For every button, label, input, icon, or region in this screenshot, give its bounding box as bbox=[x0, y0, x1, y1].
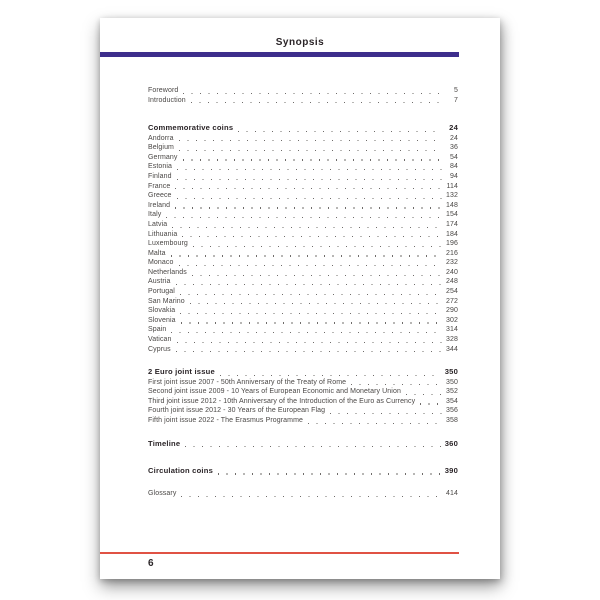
toc-entry-label: Introduction bbox=[148, 96, 186, 104]
book-page bbox=[100, 18, 500, 579]
toc-entry bbox=[148, 172, 458, 182]
toc-entry bbox=[148, 86, 458, 96]
toc-entry-label: Fifth joint issue 2022 - The Erasmus Programme bbox=[148, 417, 304, 424]
toc-entry-page: 354 bbox=[446, 397, 458, 405]
dot-leader bbox=[175, 207, 442, 208]
toc bbox=[148, 86, 458, 499]
toc-entry bbox=[148, 191, 458, 201]
dot-leader bbox=[177, 198, 442, 199]
toc-entry bbox=[148, 378, 458, 388]
dot-leader bbox=[181, 322, 442, 323]
toc-entry-page: 344 bbox=[446, 345, 458, 353]
toc-entry bbox=[148, 277, 458, 287]
toc-entry bbox=[148, 220, 458, 230]
toc-entry bbox=[148, 439, 458, 449]
toc-entry bbox=[148, 325, 458, 335]
toc-entry-label: Commemorative coins bbox=[148, 123, 234, 133]
toc-group bbox=[148, 123, 458, 354]
toc-entry-page: 414 bbox=[446, 490, 458, 498]
toc-entry bbox=[148, 201, 458, 211]
dot-leader bbox=[185, 446, 440, 447]
toc-entry-label: Fourth joint issue 2012 - 30 Years of the European Flag bbox=[148, 407, 326, 415]
toc-entry bbox=[148, 134, 458, 144]
toc-entry-page: 328 bbox=[446, 336, 458, 344]
toc-entry-label: Estonia bbox=[148, 163, 173, 171]
toc-entry-label: Ireland bbox=[148, 201, 171, 209]
toc-entry bbox=[148, 258, 458, 268]
dot-leader bbox=[179, 265, 442, 266]
dot-leader bbox=[220, 375, 441, 376]
dot-leader bbox=[177, 169, 442, 170]
toc-entry-page: 184 bbox=[446, 230, 458, 238]
toc-entry bbox=[148, 249, 458, 259]
toc-entry-label: Glossary bbox=[148, 490, 177, 498]
dot-leader bbox=[330, 413, 442, 414]
toc-entry-label: Timeline bbox=[148, 438, 181, 448]
dot-leader bbox=[190, 303, 442, 304]
toc-entry-page: 36 bbox=[450, 144, 458, 152]
toc-entry-page: 24 bbox=[450, 134, 458, 142]
toc-entry-label: Second joint issue 2009 - 10 Years of European Economic and Monetary Union bbox=[148, 388, 401, 396]
dot-leader bbox=[180, 294, 442, 295]
toc-entry-page: 290 bbox=[446, 307, 458, 315]
toc-entry bbox=[148, 416, 458, 426]
toc-entry-label: San Marino bbox=[148, 297, 185, 305]
toc-entry bbox=[148, 287, 458, 297]
toc-entry-page: 314 bbox=[446, 326, 458, 334]
dot-leader bbox=[177, 342, 442, 343]
dot-leader bbox=[176, 351, 442, 352]
toc-entry-page: 84 bbox=[450, 163, 458, 171]
toc-entry-page: 94 bbox=[450, 172, 458, 180]
toc-entry bbox=[148, 268, 458, 278]
dot-leader bbox=[218, 473, 441, 474]
toc-entry-page: 154 bbox=[446, 211, 458, 219]
toc-entry bbox=[148, 316, 458, 326]
dot-leader bbox=[183, 93, 442, 94]
toc-entry-label: Finland bbox=[148, 172, 172, 180]
toc-entry-page: 132 bbox=[446, 192, 458, 200]
dot-leader bbox=[171, 332, 442, 333]
toc-entry bbox=[148, 239, 458, 249]
toc-entry-label: Monaco bbox=[148, 259, 174, 267]
toc-entry-page: 358 bbox=[446, 417, 458, 424]
dot-leader bbox=[238, 131, 442, 132]
toc-entry bbox=[148, 489, 458, 499]
dot-leader bbox=[308, 423, 442, 424]
toc-entry bbox=[148, 123, 458, 133]
toc-entry-label: Luxembourg bbox=[148, 240, 188, 248]
toc-entry bbox=[148, 345, 458, 355]
toc-entry-page: 240 bbox=[446, 268, 458, 276]
toc-entry-page: 232 bbox=[446, 259, 458, 267]
toc-entry-label: Cyprus bbox=[148, 345, 171, 353]
toc-entry-page: 114 bbox=[446, 182, 458, 190]
page-title: Synopsis bbox=[275, 37, 325, 48]
toc-entry bbox=[148, 153, 458, 163]
toc-entry-page: 216 bbox=[446, 249, 458, 257]
dot-leader bbox=[179, 140, 442, 141]
toc-entry-page: 7 bbox=[454, 96, 458, 104]
toc-entry-label: Portugal bbox=[148, 288, 175, 296]
toc-entry-label: Lithuania bbox=[148, 230, 178, 238]
toc-entry-page: 5 bbox=[454, 87, 458, 94]
toc-entry-page: 248 bbox=[446, 278, 458, 286]
toc-entry-page: 356 bbox=[446, 407, 458, 415]
toc-entry-page: 174 bbox=[446, 220, 458, 228]
toc-entry-label: First joint issue 2007 - 50th Anniversary of the Treaty of Rome bbox=[148, 378, 347, 386]
toc-entry-label: Italy bbox=[148, 211, 162, 219]
toc-entry-label: Malta bbox=[148, 249, 166, 257]
toc-entry-page: 302 bbox=[446, 316, 458, 324]
toc-entry-page: 352 bbox=[446, 388, 458, 396]
dot-leader bbox=[406, 394, 442, 395]
toc-entry-page: 350 bbox=[446, 378, 458, 386]
dot-leader bbox=[179, 150, 442, 151]
toc-group bbox=[148, 466, 458, 476]
toc-entry-page: 148 bbox=[446, 201, 458, 209]
toc-entry-page: 350 bbox=[444, 367, 458, 377]
page-number: 6 bbox=[148, 558, 154, 569]
dot-leader bbox=[181, 496, 442, 497]
toc-entry bbox=[148, 162, 458, 172]
dot-leader bbox=[420, 403, 442, 404]
toc-entry bbox=[148, 306, 458, 316]
toc-entry bbox=[148, 367, 458, 377]
dot-leader bbox=[171, 255, 442, 256]
footer-rule bbox=[100, 552, 459, 554]
toc-entry bbox=[148, 406, 458, 416]
toc-entry bbox=[148, 297, 458, 307]
toc-entry-label: Andorra bbox=[148, 134, 174, 142]
toc-entry-label: Spain bbox=[148, 326, 167, 334]
toc-entry-label: Germany bbox=[148, 153, 178, 161]
toc-entry-page: 254 bbox=[446, 288, 458, 296]
toc-entry-page: 390 bbox=[444, 465, 458, 475]
toc-group bbox=[148, 86, 458, 105]
dot-leader bbox=[166, 217, 442, 218]
toc-entry-page: 360 bbox=[444, 438, 458, 448]
toc-entry bbox=[148, 96, 458, 106]
dot-leader bbox=[183, 159, 443, 160]
dot-leader bbox=[191, 102, 442, 103]
toc-entry-label: Foreword bbox=[148, 87, 179, 94]
toc-entry-label: Slovakia bbox=[148, 307, 176, 315]
toc-entry-label: 2 Euro joint issue bbox=[148, 367, 215, 377]
dot-leader bbox=[175, 188, 442, 189]
toc-entry bbox=[148, 143, 458, 153]
toc-entry-label: Belgium bbox=[148, 144, 174, 152]
toc-entry-label: Netherlands bbox=[148, 268, 187, 276]
dot-leader bbox=[180, 313, 442, 314]
toc-group bbox=[148, 489, 458, 499]
dot-leader bbox=[182, 236, 442, 237]
dot-leader bbox=[193, 246, 442, 247]
dot-leader bbox=[351, 384, 442, 385]
toc-entry-page: 24 bbox=[449, 123, 458, 133]
toc-entry-page: 272 bbox=[446, 297, 458, 305]
toc-entry bbox=[148, 397, 458, 407]
toc-entry-label: Circulation coins bbox=[148, 465, 214, 475]
toc-group bbox=[148, 439, 458, 449]
toc-entry-label: France bbox=[148, 182, 171, 190]
dot-leader bbox=[176, 284, 443, 285]
dot-leader bbox=[172, 227, 442, 228]
toc-entry bbox=[148, 466, 458, 476]
toc-entry bbox=[148, 210, 458, 220]
toc-group bbox=[148, 367, 458, 425]
dot-leader bbox=[192, 275, 442, 276]
toc-entry bbox=[148, 230, 458, 240]
toc-entry-label: Latvia bbox=[148, 220, 168, 228]
toc-entry bbox=[148, 335, 458, 345]
toc-entry-page: 196 bbox=[446, 240, 458, 248]
toc-entry-label: Vatican bbox=[148, 336, 172, 344]
toc-entry-label: Slovenia bbox=[148, 316, 176, 324]
toc-entry-label: Greece bbox=[148, 192, 172, 200]
dot-leader bbox=[177, 179, 442, 180]
toc-entry-label: Third joint issue 2012 - 10th Anniversary of the Introduction of the Euro as Currency bbox=[148, 397, 416, 405]
toc-entry bbox=[148, 387, 458, 397]
header-accent-bar bbox=[100, 52, 459, 57]
toc-entry-page: 54 bbox=[450, 153, 458, 161]
toc-entry-label: Austria bbox=[148, 278, 171, 286]
toc-entry bbox=[148, 182, 458, 192]
